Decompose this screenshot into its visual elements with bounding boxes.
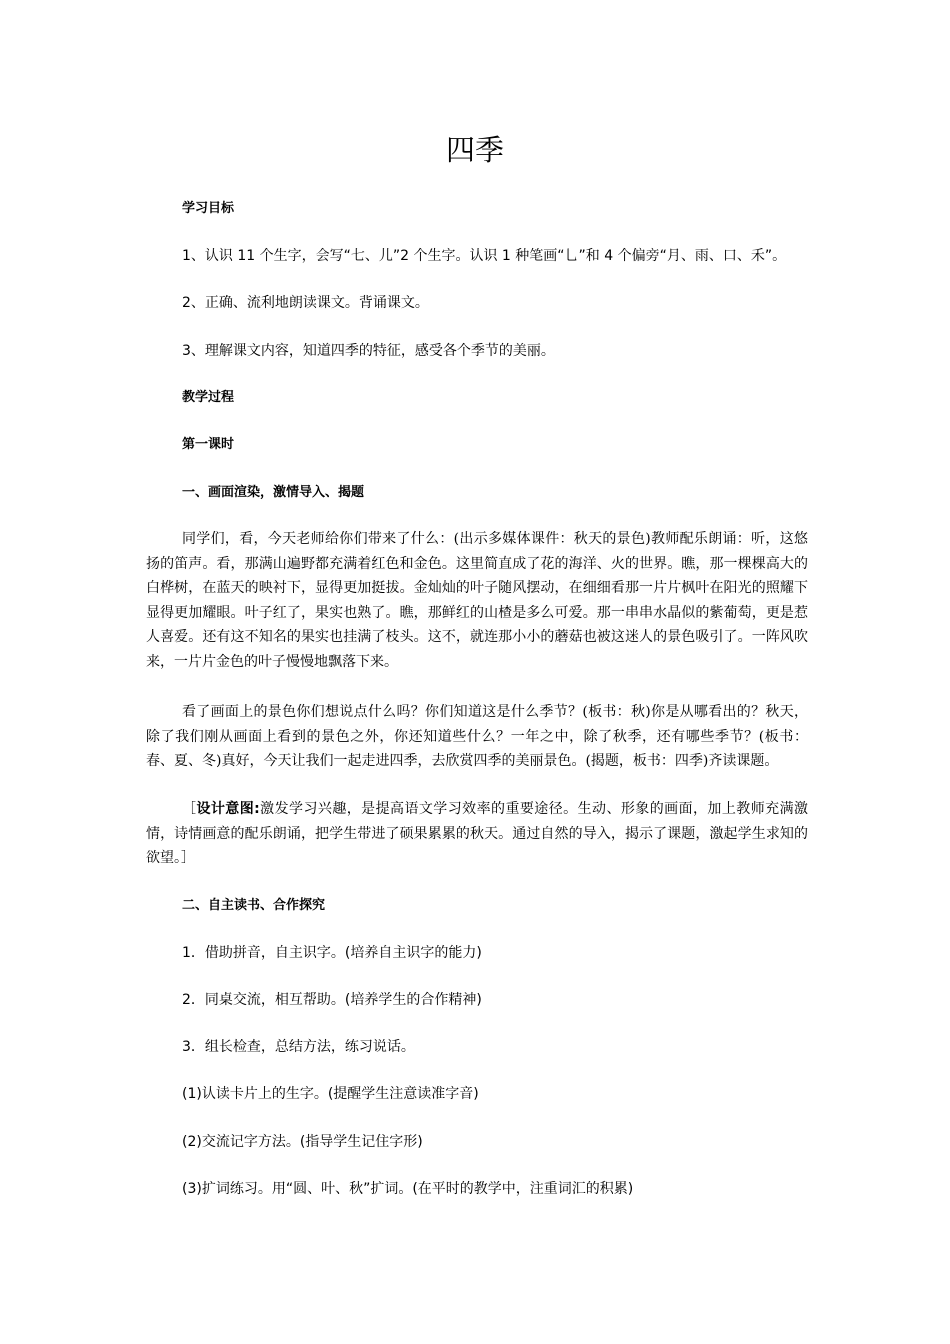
- heading-first-lesson: 第一课时: [182, 437, 235, 452]
- paragraph-discussion: 看了画面上的景色你们想说点什么吗？你们知道这是什么季节？(板书：秋)你是从哪看出的？秋天，除了我们刚从画面上看到的景色之外，你还知道些什么？一年之中，除了秋季，还有哪些季节？(板书：春、夏、冬)真好，今天让我们一起走进四季，去欣赏四季的美丽景色。(揭题，板书：四季)齐读课题。: [146, 704, 808, 769]
- list-item-3: 3．组长检查，总结方法，练习说话。: [182, 1039, 415, 1055]
- paragraph-intro: 同学们，看，今天老师给你们带来了什么：(出示多媒体课件：秋天的景色)教师配乐朗诵：听，这悠扬的笛声。看，那满山遍野都充满着红色和金色。这里简直成了花的海洋、火的世界。瞧，那一棵棵高大的白桦树，在蓝天的映衬下，显得更加挺拔。金灿灿的叶子随风摆动，在细细看那一片片枫叶在阳光的照耀下显得更加耀眼。叶子红了，果实也熟了。瞧，那鲜红的山楂是多么可爱。那一串串水晶似的紫葡萄，更是惹人喜爱。还有这不知名的果实也挂满了枝头。这不，就连那小小的蘑菇也被这迷人的景色吸引了。一阵风吹来，一片片金色的叶子慢慢地飘落下来。: [146, 531, 808, 670]
- sub-item-2: (2)交流记字方法。(指导学生记住字形): [182, 1134, 423, 1150]
- list-item-2: 2．同桌交流，相互帮助。(培养学生的合作精神): [182, 992, 482, 1008]
- sub-item-1: (1)认读卡片上的生字。(提醒学生注意读准字音): [182, 1086, 479, 1102]
- goal-1: 1、认识 11 个生字，会写“七、儿”2 个生字。认识 1 种笔画“乚”和 4 个偏旁“月、雨、口、禾”。: [182, 248, 787, 264]
- paragraph-design-intent: [146, 797, 808, 871]
- heading-section-2: 二、自主读书、合作探究: [182, 898, 326, 913]
- design-intent-text: 激发学习兴趣，是提高语文学习效率的重要途径。生动、形象的画面，加上教师充满激情，诗情画意的配乐朗诵，把学生带进了硕果累累的秋天。通过自然的导入，揭示了课题，激起学生求知的欲望。］: [146, 801, 808, 866]
- list-item-1: 1．借助拼音，自主识字。(培养自主识字的能力): [182, 945, 482, 961]
- bracket-open: ［: [182, 801, 197, 817]
- goal-3: 3、理解课文内容，知道四季的特征，感受各个季节的美丽。: [182, 343, 555, 359]
- design-intent-label: 设计意图:: [196, 801, 260, 817]
- heading-section-1: 一、画面渲染，激情导入、揭题: [182, 485, 365, 500]
- heading-learning-goals: 学习目标: [182, 201, 235, 216]
- heading-teaching-process: 教学过程: [182, 390, 235, 405]
- page-title: 四季: [445, 133, 504, 167]
- sub-item-3: (3)扩词练习。用“圆、叶、秋”扩词。(在平时的教学中，注重词汇的积累): [182, 1181, 634, 1197]
- goal-2: 2、正确、流利地朗读课文。背诵课文。: [182, 295, 429, 311]
